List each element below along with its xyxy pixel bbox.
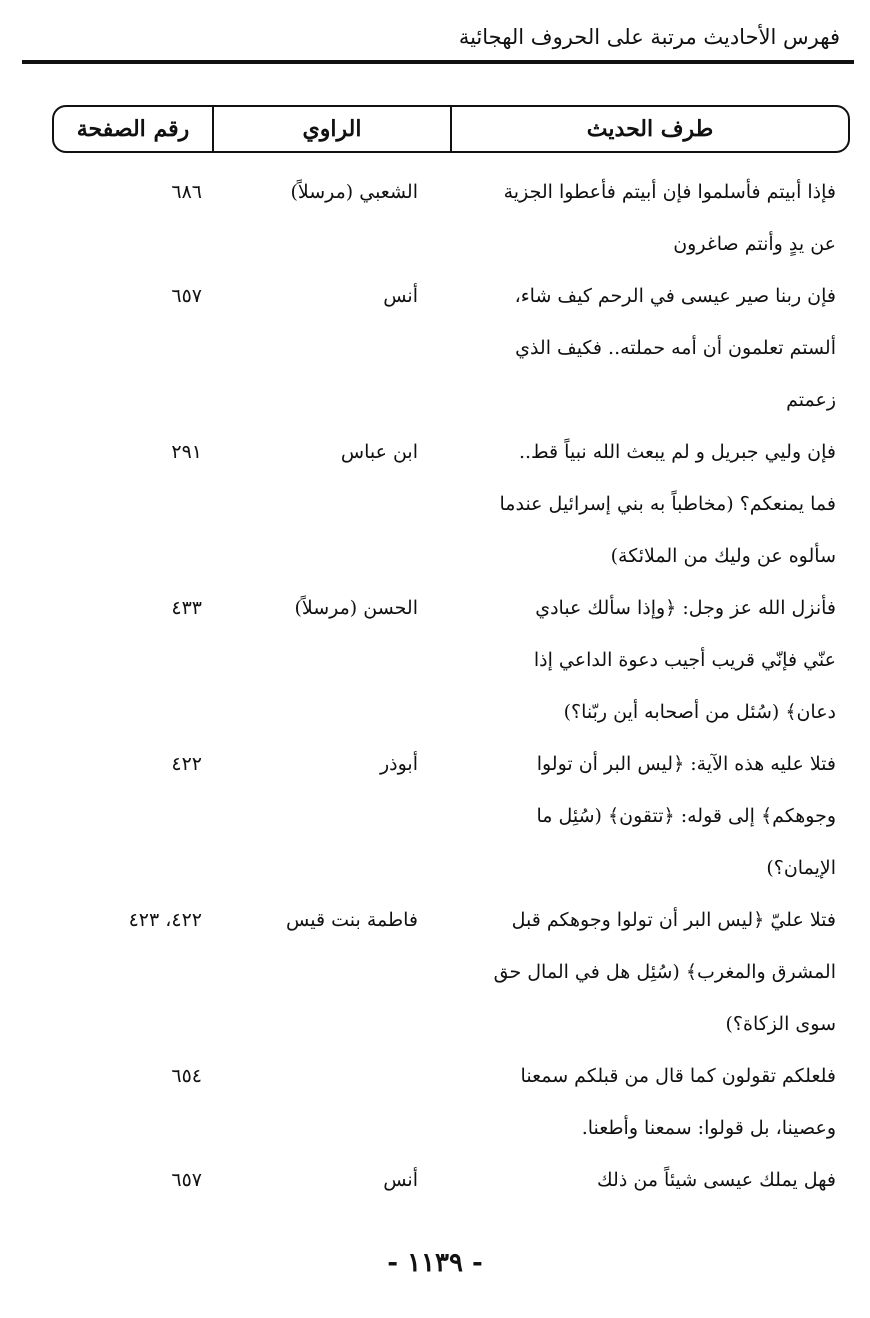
hadith-narrator: الحسن (مرسلاً) [294,597,418,619]
hadith-narrator: فاطمة بنت قيس [286,909,418,931]
hadith-text-line: وعصينا، بل قولوا: سمعنا وأطعنا. [581,1117,836,1139]
hadith-narrator [228,1050,418,1102]
hadith-page-ref: ٤٣٣ [171,597,202,619]
hadith-entry [0,270,870,426]
column-header-hadith: طرف الحديث [450,107,848,151]
column-header-narrator: الراوي [212,107,450,151]
hadith-page-ref: ٤٢٢ [171,753,202,775]
hadith-text [436,738,836,894]
hadith-text-line: فلعلكم تقولون كما قال من قبلكم سمعنا [520,1065,836,1087]
hadith-page-ref: ٢٩١ [171,441,202,463]
hadith-text-line: عن يدٍ وأنتم صاغرون [673,233,836,255]
hadith-text-line: ألستم تعلمون أن أمه حملته.. فكيف الذي [515,337,836,359]
hadith-narrator: ابن عباس [340,441,418,463]
hadith-text [436,582,836,738]
hadith-text-line: فتلا عليه هذه الآية: ﴿ليس البر أن تولوا [536,753,836,775]
page-number: - ١١٣٩ - [387,1248,483,1278]
hadith-text-line: الإيمان؟) [766,857,836,879]
hadith-page-ref: ٤٢٢، ٤٢٣ [128,909,202,931]
hadith-entry [0,582,870,738]
hadith-narrator: الشعبي (مرسلاً) [290,181,418,203]
hadith-text-line: المشرق والمغرب﴾ (سُئِل هل في المال حق [493,961,836,983]
hadith-text [436,270,836,426]
hadith-text-line: وجوهكم﴾ إلى قوله: ﴿تتقون﴾ (سُئِل ما [536,805,836,827]
running-head: فهرس الأحاديث مرتبة على الحروف الهجائية [458,25,840,49]
column-header-page: رقم الصفحة [76,116,190,142]
hadith-page-ref: ٦٥٧ [171,285,202,307]
hadith-text-line: سألوه عن وليك من الملائكة) [610,545,836,567]
hadith-text-line: زعمتم [786,389,836,411]
hadith-page-ref: ٦٨٦ [171,181,202,203]
hadith-text-line: سوى الزكاة؟) [725,1013,836,1035]
hadith-entry [0,738,870,894]
hadith-text-line: عنّي فإنّي قريب أجيب دعوة الداعي إذا [533,649,836,671]
hadith-entry [0,166,870,270]
hadith-index-list [0,166,870,1206]
hadith-narrator: أنس [383,1169,418,1191]
hadith-text-line: فإن وليي جبريل و لم يبعث الله نبياً قط.. [518,441,836,463]
hadith-text-line: دعان﴾ (سُئل من أصحابه أين ربّنا؟) [563,701,836,723]
hadith-entry [0,894,870,1050]
hadith-page-ref: ٦٥٧ [171,1169,202,1191]
hadith-entry [0,1154,870,1206]
hadith-page-ref: ٦٥٤ [171,1065,202,1087]
hadith-text-line: فتلا عليّ ﴿ليس البر أن تولوا وجوهكم قبل [511,909,836,931]
hadith-text-line: فهل يملك عيسى شيئاً من ذلك [597,1169,836,1191]
hadith-text-line: فإن ربنا صير عيسى في الرحم كيف شاء، [514,285,836,307]
hadith-text-line: فما يمنعكم؟ (مخاطباً به بني إسرائيل عندما [499,493,836,515]
hadith-text [436,1050,836,1154]
hadith-entry [0,1050,870,1154]
hadith-text [436,426,836,582]
header-rule [22,60,854,64]
hadith-narrator: أبوذر [379,753,418,775]
hadith-text-line: فأنزل الله عز وجل: ﴿وإذا سألك عبادي [535,597,836,619]
table-header [52,105,850,153]
hadith-text [436,894,836,1050]
hadith-entry [0,426,870,582]
hadith-text-line: فإذا أبيتم فأسلموا فإن أبيتم فأعطوا الجزية [503,181,836,203]
hadith-narrator: أنس [383,285,418,307]
hadith-text [436,166,836,270]
hadith-text [436,1154,836,1206]
